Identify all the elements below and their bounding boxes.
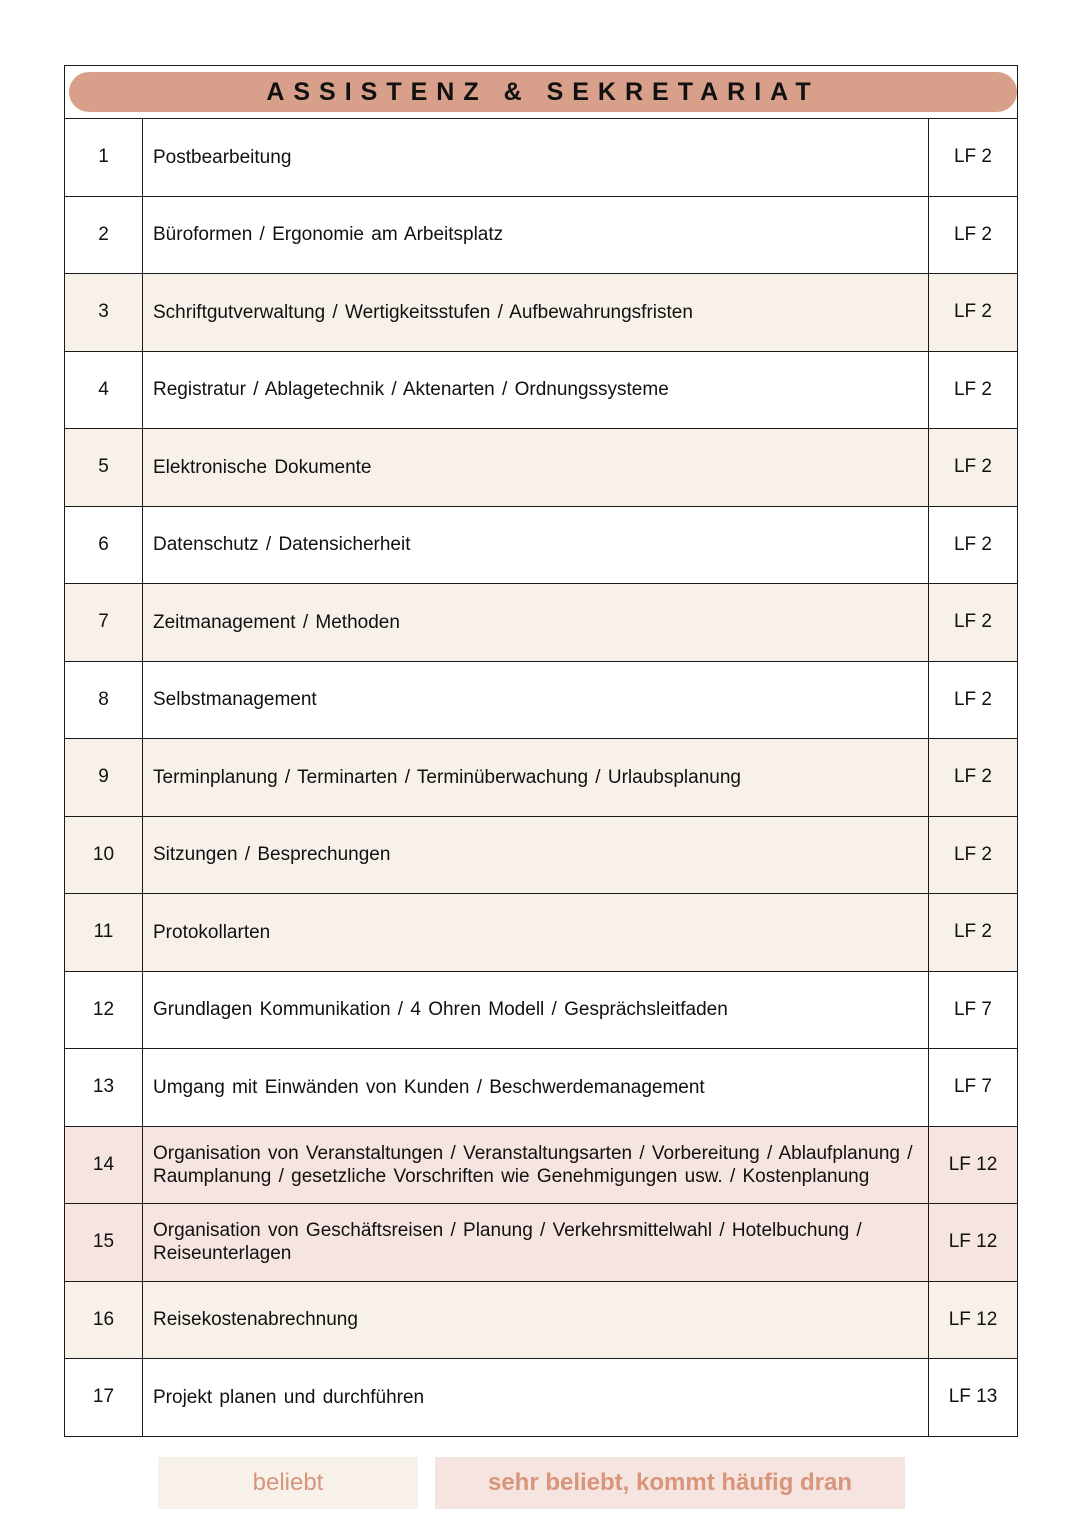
row-number: 6 xyxy=(65,507,143,584)
row-topic: Zeitmanagement / Methoden xyxy=(143,584,929,661)
row-lernfeld: LF 2 xyxy=(953,301,993,323)
row-number: 4 xyxy=(65,352,143,429)
row-lernfeld: LF 2 xyxy=(953,611,993,633)
row-lernfeld: LF 7 xyxy=(953,998,993,1020)
table-row xyxy=(65,894,1017,972)
table-row xyxy=(65,197,1017,275)
row-lernfeld: LF 13 xyxy=(948,1386,998,1408)
row-lernfeld: LF 2 xyxy=(953,766,993,788)
row-topic: Schriftgutverwaltung / Wertigkeitsstufen / Aufbewahrungsfristen xyxy=(143,274,929,351)
row-lernfeld: LF 2 xyxy=(953,688,993,710)
table-header xyxy=(65,66,1017,119)
table-row xyxy=(65,1282,1017,1360)
row-number: 11 xyxy=(65,894,143,971)
row-lernfeld: LF 2 xyxy=(953,921,993,943)
row-lernfeld: LF 12 xyxy=(948,1308,998,1330)
row-number: 5 xyxy=(65,429,143,506)
table-row xyxy=(65,119,1017,197)
row-number: 16 xyxy=(65,1282,143,1359)
row-topic: Umgang mit Einwänden von Kunden / Beschwerdemanagement xyxy=(143,1049,929,1126)
row-lernfeld: LF 2 xyxy=(953,378,993,400)
table-row xyxy=(65,739,1017,817)
legend-beliebt: beliebt xyxy=(158,1457,418,1509)
row-number: 3 xyxy=(65,274,143,351)
row-lernfeld: LF 2 xyxy=(953,456,993,478)
row-number: 8 xyxy=(65,662,143,739)
row-lernfeld: LF 12 xyxy=(948,1231,998,1253)
row-number: 15 xyxy=(65,1204,143,1281)
row-topic: Reisekostenabrechnung xyxy=(143,1282,929,1359)
table-row xyxy=(65,274,1017,352)
legend-sehr-beliebt: sehr beliebt, kommt häufig dran xyxy=(435,1457,905,1509)
row-topic: Grundlagen Kommunikation / 4 Ohren Modell / Gesprächsleitfaden xyxy=(143,972,929,1049)
row-lernfeld: LF 7 xyxy=(953,1076,993,1098)
row-number: 17 xyxy=(65,1359,143,1436)
table-row xyxy=(65,817,1017,895)
row-number: 10 xyxy=(65,817,143,894)
row-topic: Terminplanung / Terminarten / Terminüberwachung / Urlaubsplanung xyxy=(143,739,929,816)
table-row xyxy=(65,1359,1017,1436)
table-row xyxy=(65,1049,1017,1127)
row-number: 2 xyxy=(65,197,143,274)
table-row xyxy=(65,584,1017,662)
row-lernfeld: LF 2 xyxy=(953,223,993,245)
row-topic: Registratur / Ablagetechnik / Aktenarten / Ordnungssysteme xyxy=(143,352,929,429)
row-lernfeld: LF 12 xyxy=(948,1153,998,1175)
row-lernfeld: LF 2 xyxy=(953,146,993,168)
page-title: ASSISTENZ & SEKRETARIAT xyxy=(69,72,1017,112)
row-number: 12 xyxy=(65,972,143,1049)
row-topic: Sitzungen / Besprechungen xyxy=(143,817,929,894)
row-topic: Elektronische Dokumente xyxy=(143,429,929,506)
table-row xyxy=(65,1127,1017,1205)
table-body xyxy=(65,119,1017,1436)
row-number: 1 xyxy=(65,119,143,196)
row-topic: Postbearbeitung xyxy=(143,119,929,196)
row-topic: Organisation von Geschäftsreisen / Planung / Verkehrsmittelwahl / Hotelbuchung / Reiseunterlagen xyxy=(143,1204,929,1281)
row-topic: Selbstmanagement xyxy=(143,662,929,739)
row-number: 13 xyxy=(65,1049,143,1126)
row-topic: Protokollarten xyxy=(143,894,929,971)
table-row xyxy=(65,662,1017,740)
row-topic: Organisation von Veranstaltungen / Veranstaltungsarten / Vorbereitung / Ablaufplanung / Raumplanung / gesetzliche Vorschriften wie Genehmigungen usw. / Kostenplanung xyxy=(143,1127,929,1204)
topic-table xyxy=(64,65,1018,1437)
row-number: 7 xyxy=(65,584,143,661)
table-row xyxy=(65,507,1017,585)
row-topic: Büroformen / Ergonomie am Arbeitsplatz xyxy=(143,197,929,274)
table-row xyxy=(65,1204,1017,1282)
row-lernfeld: LF 2 xyxy=(953,843,993,865)
row-topic: Projekt planen und durchführen xyxy=(143,1359,929,1436)
table-row xyxy=(65,972,1017,1050)
row-lernfeld: LF 2 xyxy=(953,533,993,555)
table-row xyxy=(65,352,1017,430)
row-topic: Datenschutz / Datensicherheit xyxy=(143,507,929,584)
table-row xyxy=(65,429,1017,507)
row-number: 14 xyxy=(65,1127,143,1204)
row-number: 9 xyxy=(65,739,143,816)
